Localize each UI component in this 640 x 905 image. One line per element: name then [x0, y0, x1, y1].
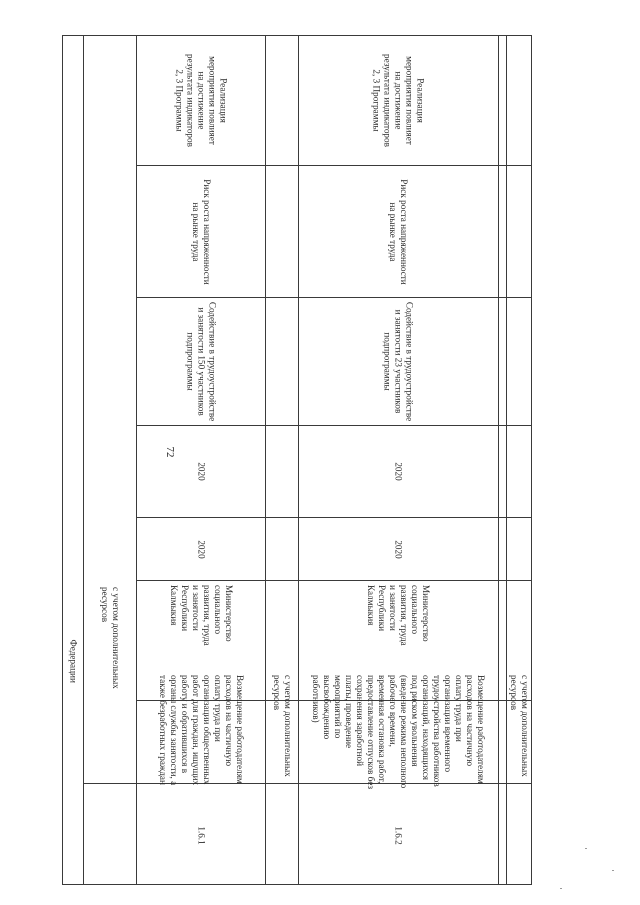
row-result-cell: [298, 298, 498, 425]
row-start-year-cell: [136, 518, 265, 580]
row-executor-text: Министерство социального развития, труда и занятости Республики Калмыкия: [366, 584, 431, 646]
row-measure-cell: [298, 675, 498, 790]
row-measure-text: с учетом дополнительных ресурсов: [99, 587, 121, 689]
row-result-text: Содействие в трудоустройстве и занятости 150 участников подпрограммы: [185, 301, 217, 422]
row-risk-cell: [298, 166, 498, 297]
row-risk-text: Риск роста напряженности на рынке труда: [190, 178, 212, 285]
row-end-year-text: 2020: [196, 462, 206, 481]
row-border: [531, 35, 532, 885]
column-border: [62, 884, 532, 885]
page-number: 72: [164, 446, 176, 458]
rotated-table: [62, 35, 532, 885]
row-measure-text: с учетом дополнительных ресурсов: [508, 675, 530, 777]
row-start-year-cell: [298, 518, 498, 580]
row-measure-text: Возмещение работодателям расходов на частичную оплату труда при организации общественных работ для граждан, ищущих работу и обратившихся в органы службы занятости, а также безработных граждан: [157, 675, 245, 786]
row-number-text: 1.6.2: [393, 825, 404, 845]
row-risk-text: Риск роста напряженности на рынке труда: [388, 178, 409, 285]
row-risk-cell: [136, 166, 265, 297]
row-end-year-cell: [298, 426, 498, 517]
row-result-text: Содействие в трудоустройстве и занятости 23 участников подпрограммы: [382, 301, 415, 422]
row-link-cell: [298, 36, 498, 165]
row-measure-cell: [136, 675, 265, 786]
row-end-year-cell: [136, 426, 265, 517]
row-link-cell: [136, 36, 265, 165]
row-measure-cell: [506, 675, 531, 783]
row-number-text: 1.6.1: [196, 825, 206, 845]
row-start-year-text: 2020: [393, 539, 404, 559]
scan-speck: [560, 888, 562, 889]
row-executor-cell: [136, 581, 265, 700]
row-measure-text: с учетом дополнительных ресурсов: [271, 675, 293, 777]
row-end-year-text: 2020: [393, 462, 404, 481]
row-executor-cell: [298, 581, 498, 700]
header-fragment-cell: [62, 635, 83, 784]
row-measure-cell: [83, 583, 136, 781]
row-border: [498, 35, 499, 885]
header-fragment-text: Федерации: [68, 639, 78, 683]
row-start-year-text: 2020: [196, 539, 206, 559]
row-measure-cell: [265, 675, 298, 783]
row-link-text: Реализация мероприятия повлияет на достижение результата индикаторов 2, 3 Программы: [371, 54, 426, 147]
row-link-text: Реализация мероприятия повлияет на достижение результата индикаторов 2, 3 Программы: [174, 54, 228, 147]
row-result-cell: [136, 298, 265, 425]
row-measure-text: Возмещение работодателям расходов на частичную оплату труда при организации временного трудоустройства работников организаций, находящихся под риском увольнения (введение режима неполного рабочего времени, временная остановка работ, предоставление отпусков без сохранения заработной платы, проведение мероприятий по высвобождению работников): [311, 675, 486, 790]
scan-speck: [585, 848, 587, 849]
scan-speck: [612, 870, 614, 871]
row-executor-text: Министерство социального развития, труда и занятости Республики Калмыкия: [168, 584, 234, 646]
